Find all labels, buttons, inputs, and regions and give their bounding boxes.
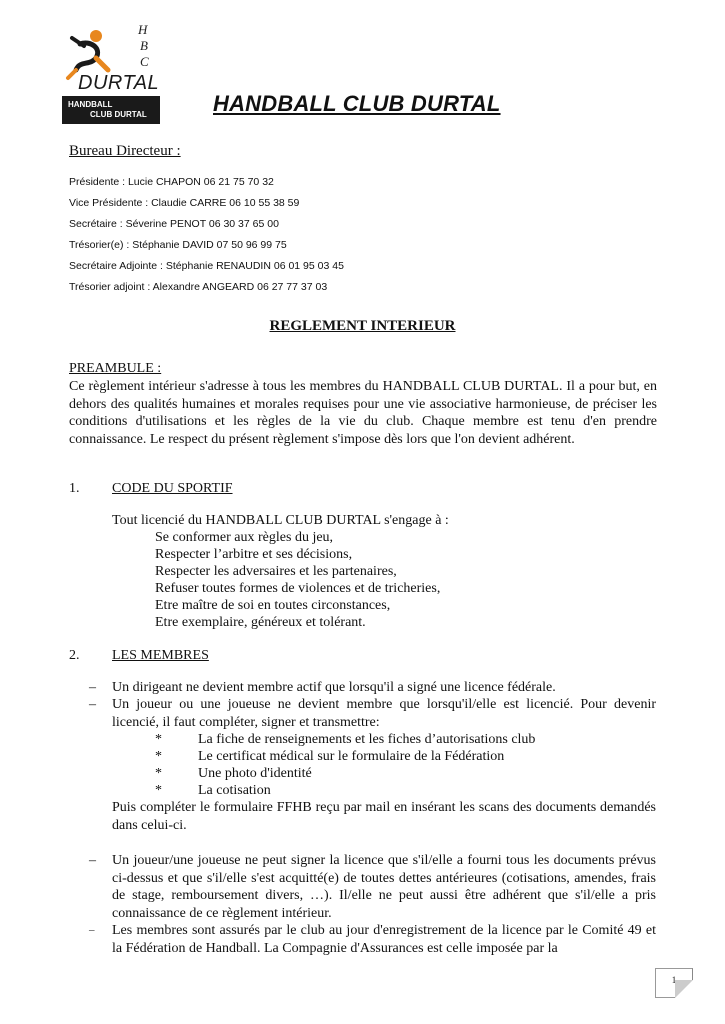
logo-letter: H	[138, 22, 148, 37]
star-bullet: *	[155, 766, 162, 781]
dash-bullet: –	[89, 924, 95, 936]
reglement-title: REGLEMENT INTERIEUR	[269, 318, 456, 334]
logo-band-line: CLUB DURTAL	[90, 110, 147, 119]
bureau-member: Trésorier adjoint : Alexandre ANGEARD 06 27 77 37 03	[69, 281, 328, 293]
bureau-member: Secrétaire Adjointe : Stéphanie RENAUDIN 06 01 95 03 45	[69, 260, 344, 272]
list-item: Un joueur/une joueuse ne peut signer la licence que s'il/elle a fourni tous les documents prévus ci-dessus et que s'il/elle s'est acquitté(e) de toutes dettes antérieures (cotisations, amendes, frais de stage, remboursement divers, …). Il/elle ne peut aussi être adhérent que s'il/elle a pris connaissance de ce règlement intérieur.	[112, 853, 656, 921]
list-item-text: Un joueur ou une joueuse ne devient membre que lorsqu'il/elle est licencié. Pour devenir licencié, il faut compléter, signer et transmettre:	[112, 697, 656, 730]
logo-letter: C	[140, 54, 149, 69]
list-item: Les membres sont assurés par le club au jour d'enregistrement de la licence par le Comité 49 et la Fédération de Handball. La Compagnie d'Assurances est celle imposée par la	[112, 923, 656, 956]
section-heading: LES MEMBRES	[112, 648, 209, 663]
list-item: Etre maître de soi en toutes circonstances,	[155, 598, 391, 613]
section-number: 1.	[69, 481, 80, 496]
sub-list-item: Une photo d'identité	[198, 766, 312, 781]
preambule-text: Ce règlement intérieur s'adresse à tous les membres du HANDBALL CLUB DURTAL. Il a pour but, en dehors des qualités humaines et morales requises pour une vie associative harmonieuse, de préciser les conditions d'utilisations et les règles de la vie du club. Chaque membre est tenu d'en prendre connaissance. Le respect du présent règlement s'impose dès lors que l'on devient adhérent.	[69, 379, 657, 447]
section-intro: Tout licencié du HANDBALL CLUB DURTAL s'engage à :	[112, 513, 449, 528]
logo-band	[62, 96, 160, 124]
logo-letter: B	[140, 38, 148, 53]
preambule-heading: PREAMBULE :	[69, 361, 162, 376]
dash-bullet: –	[89, 680, 96, 695]
dash-bullet: –	[89, 697, 96, 712]
sub-list-item: Le certificat médical sur le formulaire de la Fédération	[198, 749, 505, 764]
logo-band-line: HANDBALL	[68, 100, 113, 109]
bureau-member: Secrétaire : Séverine PENOT 06 30 37 65 00	[69, 218, 279, 230]
star-bullet: *	[155, 732, 162, 747]
section-heading: CODE DU SPORTIF	[112, 481, 233, 496]
bureau-member: Présidente : Lucie CHAPON 06 21 75 70 32	[69, 176, 274, 188]
sub-list-item: La cotisation	[198, 783, 271, 798]
list-item: Un dirigeant ne devient membre actif que lorsqu'il a signé une licence fédérale.	[112, 680, 556, 695]
list-item: Etre exemplaire, généreux et tolérant.	[155, 615, 366, 630]
bureau-member: Trésorier(e) : Stéphanie DAVID 07 50 96 99 75	[69, 239, 287, 251]
paragraph: Puis compléter le formulaire FFHB reçu par mail en insérant les scans des documents demandés dans celui-ci.	[112, 800, 656, 833]
list-item: Se conformer aux règles du jeu,	[155, 530, 334, 545]
star-bullet: *	[155, 749, 162, 764]
logo-wordmark: DURTAL	[78, 72, 160, 94]
page-number-box	[655, 968, 693, 998]
dash-bullet: –	[89, 853, 96, 868]
bureau-member: Vice Présidente : Claudie CARRE 06 10 55 38 59	[69, 197, 300, 209]
page-corner-fold	[675, 980, 693, 998]
document-title: HANDBALL CLUB DURTAL	[213, 91, 501, 116]
list-item: Refuser toutes formes de violences et de tricheries,	[155, 581, 441, 596]
bureau-heading: Bureau Directeur :	[69, 143, 181, 159]
section-number: 2.	[69, 648, 80, 663]
page-number: 1	[671, 975, 677, 985]
list-item	[112, 696, 656, 731]
list-item: Respecter les adversaires et les partenaires,	[155, 564, 397, 579]
sub-list-item: La fiche de renseignements et les fiches d’autorisations club	[198, 732, 536, 747]
club-logo	[58, 20, 162, 124]
list-item: Respecter l’arbitre et ses décisions,	[155, 547, 353, 562]
star-bullet: *	[155, 783, 162, 798]
